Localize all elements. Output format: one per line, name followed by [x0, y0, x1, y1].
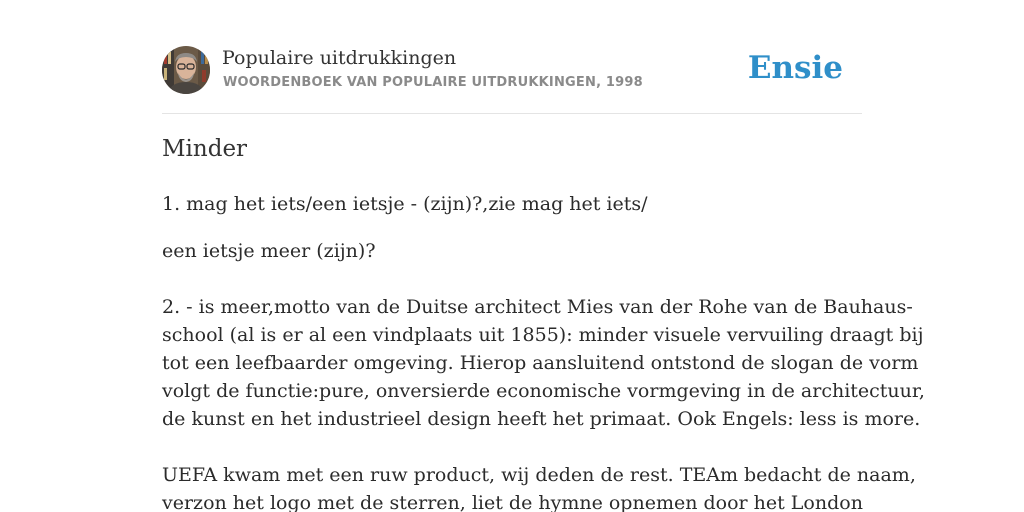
- paragraph-line: de kunst en het industrieel design heeft het primaat. Ook Engels: less is more.: [162, 408, 921, 430]
- paragraph-line: verzon het logo met de sterren, liet de hymne opnemen door het London: [162, 492, 863, 512]
- paragraph-line: volgt de functie:pure, onversierde economische vormgeving in de architectuur,: [162, 380, 925, 402]
- paragraph-line: school (al is er al een vindplaats uit 1855): minder visuele vervuiling draagt bij: [162, 324, 924, 346]
- definition-line-1: 1. mag het iets/een ietsje - (zijn)?,zie mag het iets/: [162, 193, 648, 215]
- definition-paragraph-3: [162, 461, 916, 512]
- header-divider: [162, 113, 862, 114]
- author-avatar[interactable]: [162, 46, 210, 94]
- author-portrait-icon: [162, 46, 210, 94]
- paragraph-line: 2. - is meer,motto van de Duitse architect Mies van der Rohe van de Bauhaus-: [162, 296, 913, 318]
- paragraph-line: UEFA kwam met een ruw product, wij deden de rest. TEAm bedacht de naam,: [162, 464, 916, 486]
- definition-paragraph-2: [162, 293, 925, 433]
- ensie-logo-link[interactable]: Ensie: [747, 50, 843, 86]
- source-subtitle: WOORDENBOEK VAN POPULAIRE UITDRUKKINGEN, 1998: [223, 75, 643, 90]
- entry-title: Minder: [162, 136, 248, 162]
- source-title[interactable]: Populaire uitdrukkingen: [222, 47, 457, 69]
- paragraph-line: tot een leefbaarder omgeving. Hierop aansluitend ontstond de slogan de vorm: [162, 352, 919, 374]
- source-header: [162, 46, 862, 96]
- definition-line-2: een ietsje meer (zijn)?: [162, 240, 376, 262]
